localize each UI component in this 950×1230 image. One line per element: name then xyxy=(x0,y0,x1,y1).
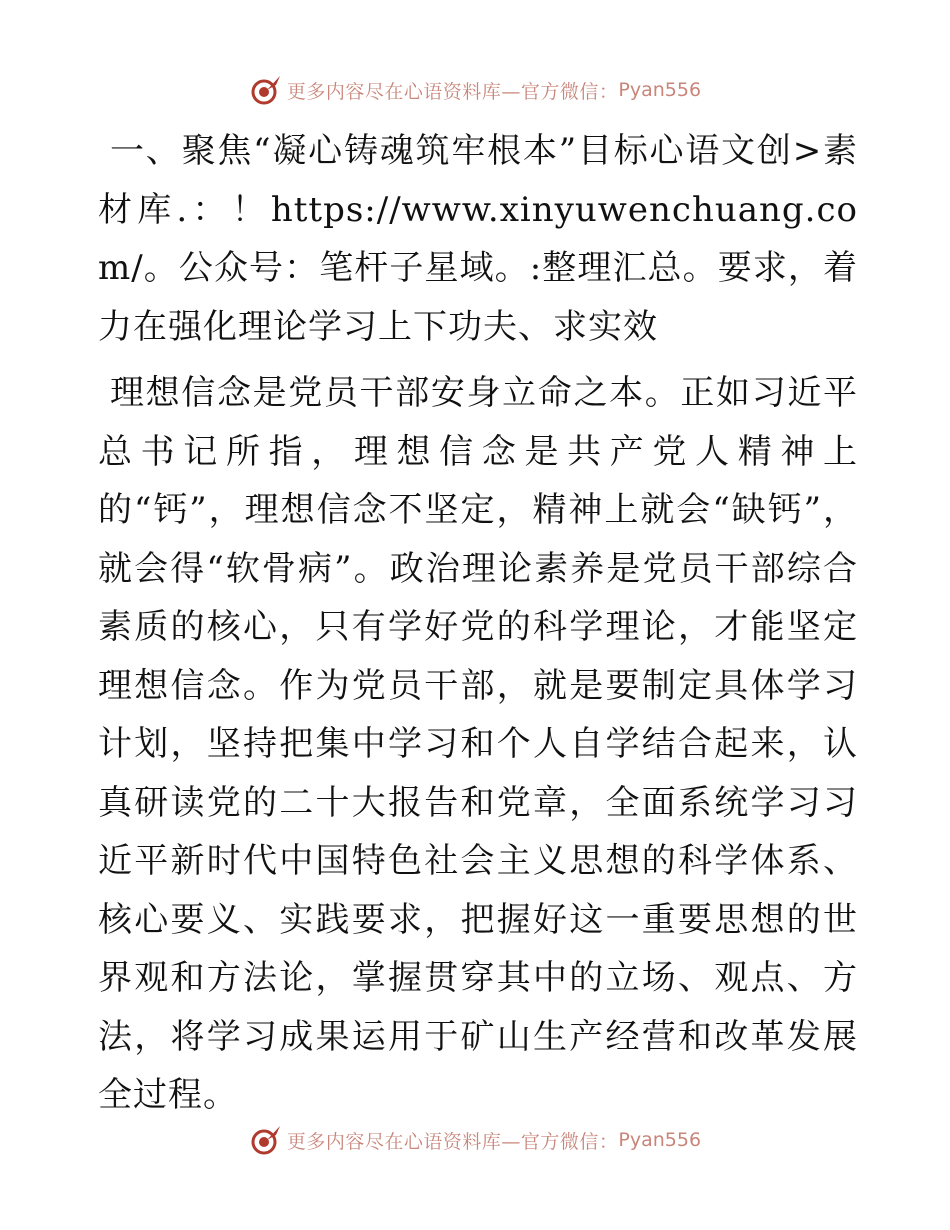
header-wechat-id: Pyan556 xyxy=(618,79,702,101)
footer-watermark-text: 更多内容尽在心语资料库—官方微信： xyxy=(286,1130,619,1153)
header-watermark xyxy=(0,70,950,110)
document-body xyxy=(98,122,858,1125)
quill-logo-icon xyxy=(249,1123,283,1157)
footer-wechat-id: Pyan556 xyxy=(618,1129,702,1151)
body-paragraph: 理想信念是党员干部安身立命之本。正如习近平总书记所指，理想信念是共产党人精神上的“钙”，理想信念不坚定，精神上就会“缺钙”，就会得“软骨病”。政治理论素养是党员干部综合素质的核心，只有学好党的科学理论，才能坚定理想信念。作为党员干部，就是要制定具体学习计划，坚持把集中学习和个人自学结合起来，认真研读党的二十大报告和党章，全面系统学习习近平新时代中国特色社会主义思想的科学体系、核心要义、实践要求，把握好这一重要思想的世界观和方法论，掌握贯穿其中的立场、观点、方法，将学习成果运用于矿山生产经营和改革发展全过程。 xyxy=(98,373,858,1115)
quill-logo-icon xyxy=(249,73,283,107)
header-watermark-text: 更多内容尽在心语资料库—官方微信： xyxy=(286,80,619,103)
footer-watermark xyxy=(0,1120,950,1160)
section-heading-paragraph: 一、聚焦“凝心铸魂筑牢根本”目标心语文创>素材库.：！https://www.xinyuwenchuang.com/。公众号：笔杆子星域。:整理汇总。要求，着力在强化理论学习上下功夫、求实效 xyxy=(98,131,858,347)
